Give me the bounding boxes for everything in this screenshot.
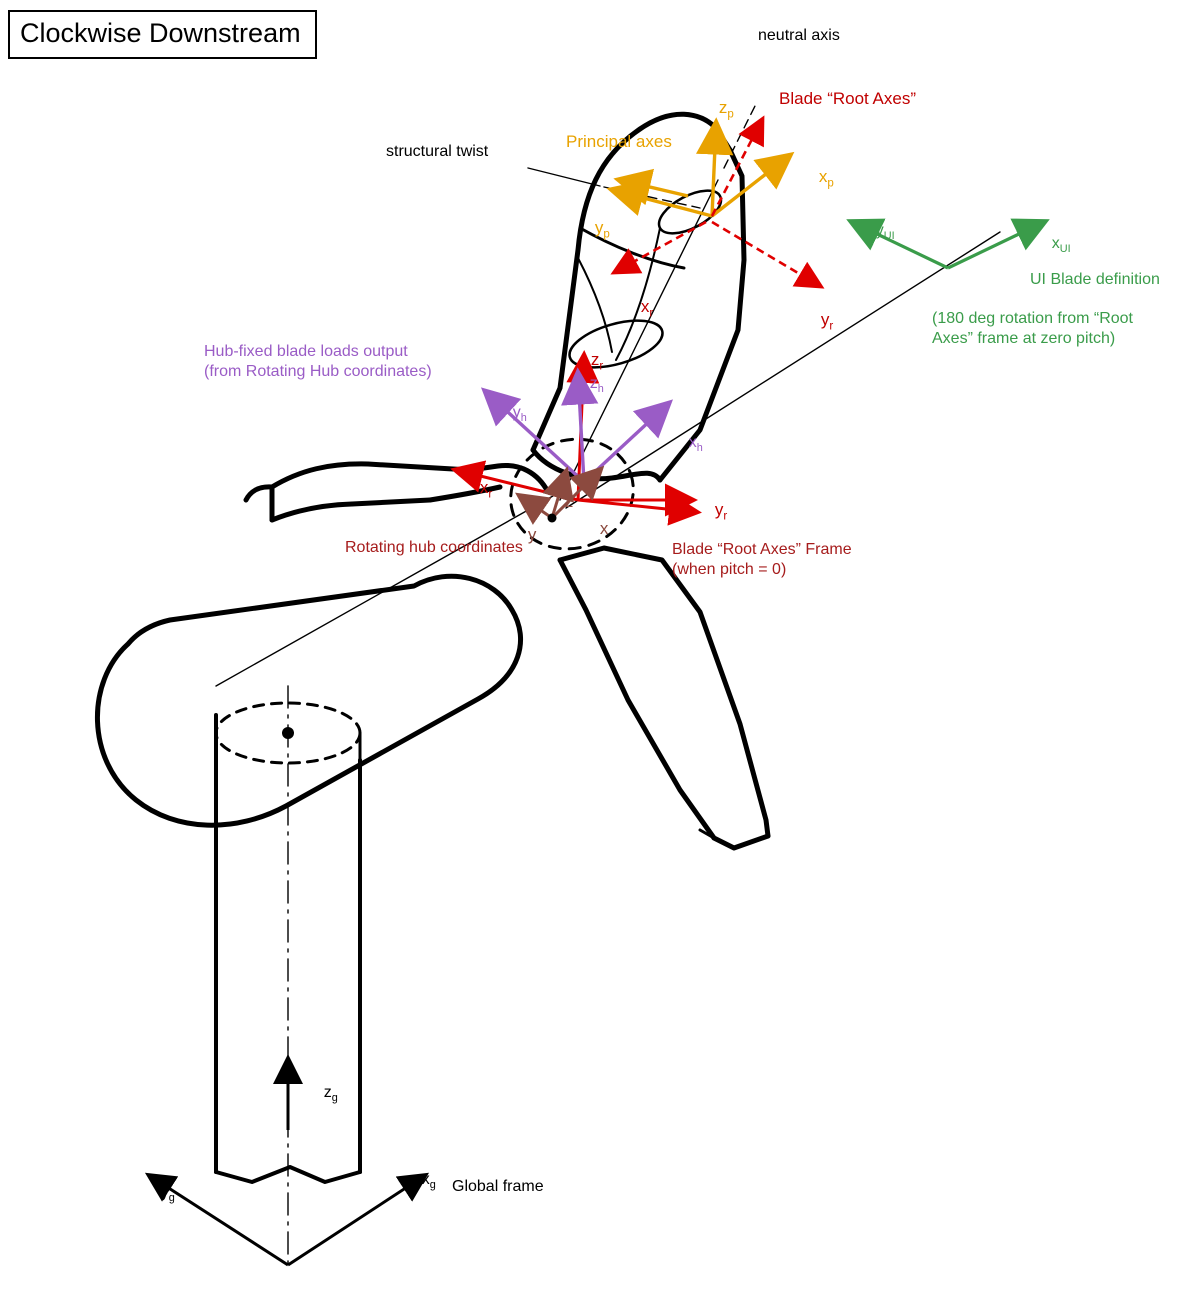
turbine-drawing [97, 104, 1000, 1265]
xui-label: $x_{UI}$ [1051, 235, 1071, 256]
z-hub-label: z [564, 492, 574, 512]
yp-arrow [613, 190, 712, 216]
yp-label: $y_p$ [594, 218, 610, 241]
xp-label: $x_p$ [818, 167, 834, 190]
xp-arrow [712, 156, 789, 216]
hub-fixed-loads-label: Hub-fixed blade loads output (from Rotating Hub coordinates) [204, 343, 432, 380]
yr-tip-label: $y_r$ [820, 310, 834, 333]
zg-label: $z_g$ [323, 1084, 338, 1105]
yr-hub-label: $y_r$ [714, 500, 728, 523]
blade-root-axes-label: Blade “Root Axes” [779, 89, 917, 108]
rotating-hub-coordinates-label: Rotating hub coordinates [345, 539, 523, 556]
zh-label: $z_h$ [589, 375, 604, 396]
xr-hub-label: $x_r$ [479, 478, 493, 501]
xg-label: $x_g$ [421, 1171, 436, 1192]
yh-label: $y_h$ [512, 404, 527, 425]
principal-axes-label: Principal axes [566, 132, 672, 151]
structural-twist-label: structural twist [386, 143, 489, 160]
zr-hub-label: $z_r$ [590, 350, 604, 373]
yr-tip-arrow [712, 222, 820, 286]
xh-label: $x_h$ [688, 434, 703, 455]
ui-blade-definition-note: (180 deg rotation from “Root Axes” frame at zero pitch) [932, 310, 1133, 347]
global-frame-arrows [150, 1060, 424, 1265]
ui-blade-definition-label: UI Blade definition [1030, 271, 1160, 288]
neutral-axis-label: neutral axis [758, 27, 840, 44]
xui-arrow [948, 222, 1044, 268]
xr-tip-label: $x_r$ [640, 297, 654, 320]
y-hub-label: y [527, 525, 537, 545]
root-axes-frame-label: Blade “Root Axes” Frame (when pitch = 0) [672, 541, 852, 578]
x-hub-label: x [599, 519, 609, 539]
zp-label: $z_p$ [718, 98, 734, 121]
global-frame-label: Global frame [452, 1178, 544, 1195]
page-title: Clockwise Downstream [8, 10, 317, 59]
yg-label: $y_g$ [160, 1184, 175, 1205]
yui-label: $y_{UI}$ [875, 222, 895, 243]
